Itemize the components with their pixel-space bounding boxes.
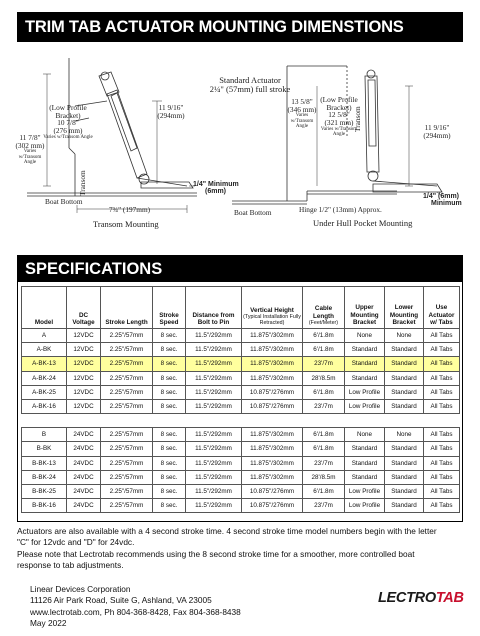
table-cell: All Tabs: [424, 385, 460, 399]
table-cell: 24VDC: [67, 499, 101, 513]
table-cell: Low Profile: [345, 385, 385, 399]
table-separator-cell: [101, 414, 153, 428]
hinge-label: Hinge 1/2" (13mm) Approx.: [299, 205, 382, 214]
table-cell: All Tabs: [424, 442, 460, 456]
column-header: [67, 287, 101, 329]
table-cell: 11.875"/302mm: [242, 470, 303, 484]
table-cell: Standard: [385, 442, 424, 456]
boat-bottom-right-label: Boat Bottom: [234, 208, 272, 217]
table-cell: All Tabs: [424, 470, 460, 484]
left-dim-main: 11 7/8": [19, 133, 41, 142]
table-cell: 8 sec.: [153, 428, 186, 442]
table-cell: 8 sec.: [153, 357, 186, 371]
min-left-1: 1/4" Minimum: [193, 181, 239, 188]
table-cell: 11.5"/292mm: [186, 442, 242, 456]
table-cell: 28'/8.5m: [303, 470, 345, 484]
table-cell: A-BK-16: [22, 399, 67, 413]
table-cell: Standard: [345, 343, 385, 357]
right-dim-left: 11 9/16": [158, 103, 184, 112]
table-cell: 2.25"/57mm: [101, 371, 153, 385]
table-cell: Standard: [385, 456, 424, 470]
company-name: Linear Devices Corporation: [30, 584, 131, 594]
column-header: [424, 287, 460, 329]
table-cell: Standard: [345, 456, 385, 470]
left-dim-mm: (302 mm): [15, 140, 45, 150]
table-cell: B-BK-24: [22, 470, 67, 484]
table-row: [22, 357, 460, 371]
column-header-label: Cable Length: [313, 305, 334, 320]
table-separator-cell: [22, 414, 67, 428]
table-separator-row: [22, 414, 460, 428]
table-cell: 23'/7m: [303, 456, 345, 470]
lp-bracket-1: (Low Profile: [49, 103, 87, 112]
page-title: TRIM TAB ACTUATOR MOUNTING DIMENSTIONS: [17, 12, 463, 42]
table-cell: 6'/1.8m: [303, 428, 345, 442]
table-cell: 11.5"/292mm: [186, 343, 242, 357]
table-cell: Standard: [385, 484, 424, 498]
table-cell: 11.875"/302mm: [242, 428, 303, 442]
table-cell: 2.25"/57mm: [101, 470, 153, 484]
note-line-4: response to tab adjustments.: [17, 559, 124, 570]
table-cell: 11.5"/292mm: [186, 484, 242, 498]
table-cell: 6'/1.8m: [303, 442, 345, 456]
lp-bracket-2: Bracket): [55, 110, 81, 120]
table-cell: 8 sec.: [153, 442, 186, 456]
minimum-left-label: [193, 181, 239, 196]
table-cell: 2.25"/57mm: [101, 329, 153, 343]
column-header: [153, 287, 186, 329]
specifications-table: [21, 286, 460, 513]
table-cell: Standard: [345, 442, 385, 456]
left-dim-label: [13, 134, 47, 165]
table-cell: 10.875"/276mm: [242, 399, 303, 413]
column-header-sublabel: (Feet/Meter): [308, 319, 339, 326]
table-row: [22, 484, 460, 498]
table-cell: Standard: [385, 385, 424, 399]
table-row: [22, 329, 460, 343]
table-cell: 12VDC: [67, 357, 101, 371]
min-left-2: (6mm): [205, 188, 227, 196]
table-cell: None: [385, 428, 424, 442]
table-cell: 12VDC: [67, 399, 101, 413]
table-header-row: [22, 287, 460, 329]
table-row: [22, 428, 460, 442]
table-separator-cell: [424, 414, 460, 428]
table-cell: Standard: [345, 470, 385, 484]
table-separator-cell: [345, 414, 385, 428]
table-row: [22, 399, 460, 413]
table-cell: Standard: [345, 357, 385, 371]
column-header-label: Vertical Height: [250, 306, 294, 314]
pocket-lp-2: Bracket): [326, 102, 352, 112]
table-row: [22, 343, 460, 357]
table-separator-cell: [67, 414, 101, 428]
table-row: [22, 385, 460, 399]
column-header: [101, 287, 153, 329]
table-cell: B-BK-16: [22, 499, 67, 513]
table-cell: 28'/8.5m: [303, 371, 345, 385]
table-separator-cell: [153, 414, 186, 428]
table-cell: B-BK-25: [22, 484, 67, 498]
table-cell: 2.25"/57mm: [101, 357, 153, 371]
table-cell: 24VDC: [67, 484, 101, 498]
lp-dim: 10 7/8": [57, 118, 79, 128]
column-header: [345, 287, 385, 329]
table-cell: 23'/7m: [303, 499, 345, 513]
mounting-drawings: [17, 46, 463, 246]
table-cell: 6'/1.8m: [303, 329, 345, 343]
table-cell: B-BK-13: [22, 456, 67, 470]
table-cell: 11.875"/302mm: [242, 442, 303, 456]
table-cell: 2.25"/57mm: [101, 484, 153, 498]
table-cell: A-BK-24: [22, 371, 67, 385]
left-dim-note: Varies w/Transom Angle: [18, 149, 42, 165]
column-header-label: Use Actuator w/ Tabs: [428, 304, 455, 326]
table-cell: 11.5"/292mm: [186, 456, 242, 470]
pocket-lp-mm: (321 mm): [324, 117, 354, 127]
table-row: [22, 442, 460, 456]
table-cell: All Tabs: [424, 399, 460, 413]
column-header-label: DC Voltage: [72, 311, 95, 326]
pocket-lp-1: (Low Profile: [320, 95, 358, 104]
table-cell: Low Profile: [345, 484, 385, 498]
note-line-2: "C" for 12vdc and "D" for 24vdc.: [17, 537, 135, 548]
transom-mounting-label: Transom Mounting: [93, 219, 159, 229]
right-dim-left-label: [151, 104, 191, 119]
table-cell: 8 sec.: [153, 329, 186, 343]
specifications-header: SPECIFICATIONS: [18, 256, 462, 282]
specifications-panel: [17, 255, 463, 522]
standard-actuator-line2: 2¼" (57mm) full stroke: [209, 83, 291, 94]
transom-right-label: Transom: [353, 106, 362, 132]
column-header-label: Stroke Length: [105, 318, 148, 326]
table-cell: All Tabs: [424, 357, 460, 371]
table-cell: All Tabs: [424, 456, 460, 470]
table-row: [22, 456, 460, 470]
column-header: [186, 287, 242, 329]
table-cell: 23'/7m: [303, 399, 345, 413]
transom-left-label: Transom: [78, 170, 87, 196]
right-dim-left-mm: (294mm): [157, 110, 185, 120]
table-cell: 11.5"/292mm: [186, 428, 242, 442]
table-separator-cell: [242, 414, 303, 428]
pocket-lp-dim: 12 5/8": [328, 110, 350, 120]
table-cell: Standard: [385, 371, 424, 385]
table-cell: A-BK-13: [22, 357, 67, 371]
column-header-label: Model: [34, 318, 54, 326]
width-dim-label: 7¾" (197mm): [109, 205, 151, 214]
table-cell: All Tabs: [424, 428, 460, 442]
table-cell: B-BK: [22, 442, 67, 456]
notes: [17, 526, 467, 571]
note-line-1: Actuators are also available with a 4 second stroke time. 4 second stroke time model numbers begin with the letter: [17, 526, 437, 536]
lp-note: Varies w/Transom Angle: [43, 134, 93, 140]
column-header: [242, 287, 303, 329]
right-dim-label: [415, 124, 459, 139]
table-cell: 8 sec.: [153, 385, 186, 399]
minimum-right-label: [423, 193, 462, 208]
pocket-lp-note: Varies w/Transom Angle: [320, 126, 358, 137]
column-header-label: Lower Mounting Bracket: [389, 304, 419, 326]
table-cell: Standard: [385, 399, 424, 413]
table-cell: 2.25"/57mm: [101, 442, 153, 456]
table-cell: 8 sec.: [153, 399, 186, 413]
table-cell: 11.5"/292mm: [186, 385, 242, 399]
table-cell: 2.25"/57mm: [101, 343, 153, 357]
standard-actuator-line1: Standard Actuator: [219, 75, 281, 85]
column-header-sublabel: (Typical Installation Fully Retracted): [243, 313, 301, 326]
logo-part-1: LECTRO: [378, 590, 436, 606]
table-cell: Low Profile: [345, 399, 385, 413]
table-cell: 10.875"/276mm: [242, 499, 303, 513]
column-header: [385, 287, 424, 329]
company-address: 11126 Air Park Road, Suite G, Ashland, VA 23005: [30, 595, 212, 606]
table-cell: 10.875"/276mm: [242, 484, 303, 498]
table-cell: 11.5"/292mm: [186, 399, 242, 413]
table-cell: B: [22, 428, 67, 442]
table-cell: Standard: [385, 357, 424, 371]
table-cell: 11.875"/302mm: [242, 357, 303, 371]
low-profile-left-label: [43, 104, 93, 140]
table-cell: 24VDC: [67, 470, 101, 484]
table-cell: All Tabs: [424, 329, 460, 343]
table-cell: 6'/1.8m: [303, 484, 345, 498]
table-separator-cell: [303, 414, 345, 428]
boat-bottom-left-label: Boat Bottom: [45, 197, 83, 206]
min-right-1: 1/4" (6mm): [423, 193, 459, 200]
table-cell: 8 sec.: [153, 371, 186, 385]
table-cell: All Tabs: [424, 499, 460, 513]
table-cell: 12VDC: [67, 329, 101, 343]
column-header: [303, 287, 345, 329]
pocket-dim-mm: (346 mm): [287, 104, 317, 114]
table-cell: 12VDC: [67, 343, 101, 357]
table-separator-cell: [385, 414, 424, 428]
table-cell: 10.875"/276mm: [242, 385, 303, 399]
pocket-dim: 13 5/8": [291, 97, 313, 106]
table-cell: All Tabs: [424, 371, 460, 385]
table-cell: 11.875"/302mm: [242, 456, 303, 470]
table-cell: Standard: [385, 470, 424, 484]
min-right-2: Minimum: [431, 200, 462, 208]
right-dim: 11 9/16": [424, 123, 450, 132]
table-cell: 8 sec.: [153, 456, 186, 470]
table-cell: 6'/1.8m: [303, 385, 345, 399]
table-cell: Standard: [345, 371, 385, 385]
table-cell: 11.875"/302mm: [242, 371, 303, 385]
column-header-label: Upper Mounting Bracket: [350, 304, 379, 326]
table-cell: 24VDC: [67, 428, 101, 442]
table-separator-cell: [186, 414, 242, 428]
table-row: [22, 499, 460, 513]
table-cell: 11.875"/302mm: [242, 329, 303, 343]
column-header: [22, 287, 67, 329]
table-cell: 2.25"/57mm: [101, 399, 153, 413]
pocket-note: Varies w/Transom Angle: [290, 113, 314, 129]
table-cell: 12VDC: [67, 385, 101, 399]
pocket-dim-label: [285, 98, 319, 129]
table-cell: 24VDC: [67, 456, 101, 470]
table-cell: All Tabs: [424, 343, 460, 357]
footer-address: [30, 584, 241, 629]
table-cell: 8 sec.: [153, 499, 186, 513]
table-cell: 11.875"/302mm: [242, 343, 303, 357]
under-hull-mounting-label: Under Hull Pocket Mounting: [313, 218, 413, 228]
note-line-3: Please note that Lectrotab recommends using the 8 second stroke time for a smoother, more controlled boat: [17, 548, 415, 559]
table-cell: 2.25"/57mm: [101, 385, 153, 399]
table-cell: 2.25"/57mm: [101, 456, 153, 470]
table-cell: 11.5"/292mm: [186, 357, 242, 371]
table-cell: 12VDC: [67, 371, 101, 385]
table-cell: 2.25"/57mm: [101, 428, 153, 442]
table-cell: 11.5"/292mm: [186, 329, 242, 343]
right-dim-mm: (294mm): [423, 130, 451, 140]
table-body: [22, 329, 460, 513]
table-cell: Standard: [385, 343, 424, 357]
table-cell: 6'/1.8m: [303, 343, 345, 357]
table-cell: All Tabs: [424, 484, 460, 498]
table-cell: None: [385, 329, 424, 343]
table-cell: None: [345, 428, 385, 442]
table-cell: A-BK: [22, 343, 67, 357]
table-cell: 11.5"/292mm: [186, 470, 242, 484]
table-cell: Standard: [385, 499, 424, 513]
table-cell: A: [22, 329, 67, 343]
table-cell: 23'/7m: [303, 357, 345, 371]
table-cell: 8 sec.: [153, 343, 186, 357]
lp-dim-mm: (276 mm): [53, 125, 83, 135]
table-cell: A-BK-25: [22, 385, 67, 399]
column-header-label: Distance from Bolt to Pin: [192, 311, 235, 326]
table-cell: Low Profile: [345, 499, 385, 513]
standard-actuator-label: [185, 76, 315, 94]
table-row: [22, 470, 460, 484]
table-cell: 11.5"/292mm: [186, 371, 242, 385]
logo-part-2: TAB: [435, 590, 464, 606]
company-contact: www.lectrotab.com, Ph 804-368-8428, Fax 804-368-8438: [30, 606, 241, 617]
document-date: May 2022: [30, 617, 67, 628]
table-cell: 8 sec.: [153, 470, 186, 484]
table-cell: 8 sec.: [153, 484, 186, 498]
table-cell: 11.5"/292mm: [186, 499, 242, 513]
table-cell: 24VDC: [67, 442, 101, 456]
table-cell: 2.25"/57mm: [101, 499, 153, 513]
lectrotab-logo: [378, 590, 464, 606]
table-row: [22, 371, 460, 385]
column-header-label: Stroke Speed: [159, 311, 179, 326]
table-cell: None: [345, 329, 385, 343]
